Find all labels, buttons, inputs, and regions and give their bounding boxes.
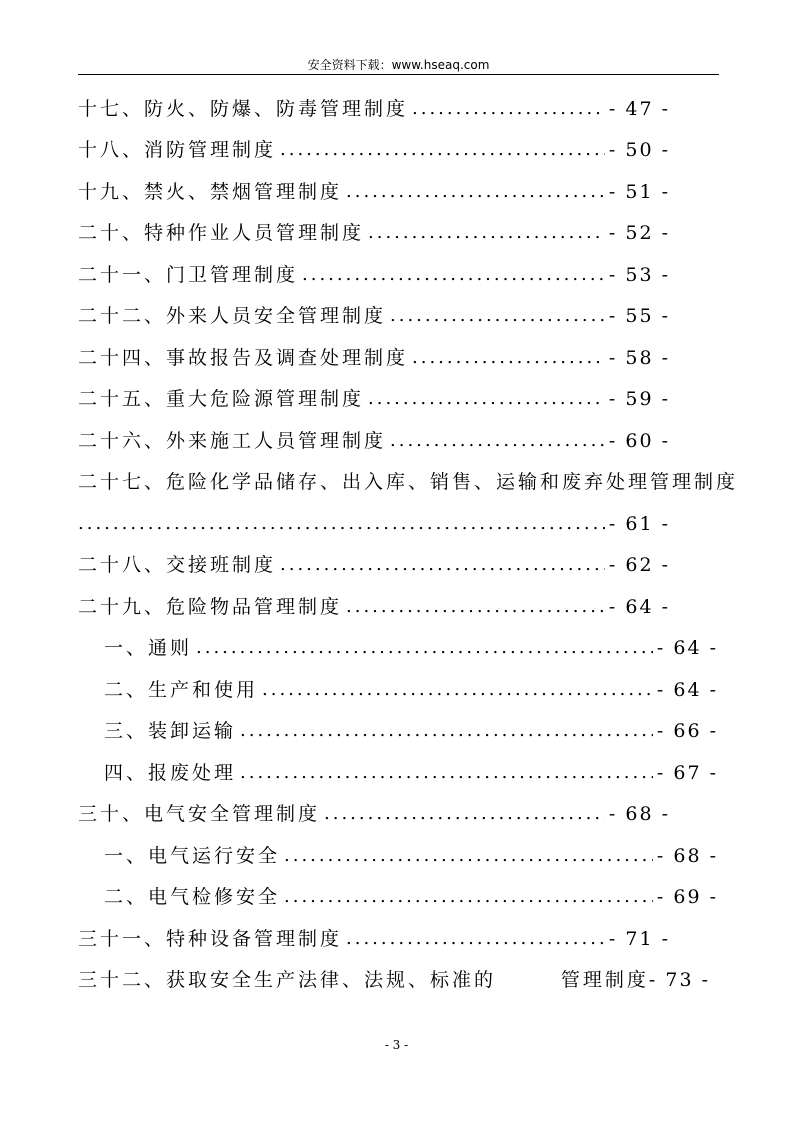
toc-entry-title: 二十四、事故报告及调查处理制度 [78,347,409,369]
page-header: 安全资料下载：www.hseaq.com [307,58,490,72]
toc-entry[interactable] [78,343,670,373]
toc-entry-page: - 47 - [608,98,670,120]
toc-entry-page: - 64 - [656,637,718,659]
toc-entry-title: 一、通则 [104,637,193,659]
toc-entry-page: - 53 - [608,264,670,286]
toc-entry-title: 四、报废处理 [104,762,237,784]
toc-entry[interactable] [78,592,670,622]
toc-entry-title: 一、电气运行安全 [104,845,281,867]
toc-entry-wrapped-leader[interactable] [78,509,670,539]
toc-entry[interactable] [78,94,670,124]
toc-leader [324,799,605,829]
toc-entry-title: 二十一、门卫管理制度 [78,264,299,286]
toc-entry-title: 二、生产和使用 [104,679,259,701]
toc-entry-title: 二十、特种作业人员管理制度 [78,222,365,244]
toc-leader [78,509,605,539]
toc-entry-page: - 68 - [608,803,670,825]
toc-entry-page: - 58 - [608,347,670,369]
toc-entry-title: 三、装卸运输 [104,720,237,742]
toc-leader [240,716,653,746]
toc-entry[interactable] [78,924,670,954]
toc-entry-title: 二十六、外来施工人员管理制度 [78,430,387,452]
toc-entry-title: 二十五、重大危险源管理制度 [78,388,365,410]
toc-entry[interactable] [78,177,670,207]
toc-entry-page: - 66 - [656,720,718,742]
toc-leader [284,841,653,871]
toc-entry[interactable] [78,426,670,456]
toc-entry-page: - 55 - [608,305,670,327]
toc-leader [346,177,605,207]
toc-subentry[interactable] [104,675,718,705]
toc-entry[interactable] [78,965,710,995]
toc-subentry[interactable] [104,758,718,788]
toc-leader [196,633,653,663]
toc-entry-title: 十八、消防管理制度 [78,139,277,161]
toc-leader [346,924,605,954]
toc-leader [240,758,653,788]
toc-entry-page: - 68 - [656,845,718,867]
toc-entry-page: - 71 - [608,928,670,950]
toc-leader [412,343,605,373]
toc-leader [368,218,605,248]
toc-subentry[interactable] [104,633,718,663]
toc-entry-title: 三十、电气安全管理制度 [78,803,321,825]
toc-leader [302,260,605,290]
toc-entry-title: 十九、禁火、禁烟管理制度 [78,181,343,203]
toc-entry-title: 二十二、外来人员安全管理制度 [78,305,387,327]
toc-entry-wrapped-title[interactable] [78,467,739,497]
toc-leader [262,675,653,705]
toc-entry-title: 二十七、危险化学品储存、出入库、销售、运输和废弃处理管理制度 [78,471,739,493]
toc-entry[interactable] [78,218,670,248]
toc-entry[interactable] [78,301,670,331]
toc-leader [412,94,605,124]
toc-leader [280,550,605,580]
toc-entry-page: - 60 - [608,430,670,452]
toc-leader [390,426,605,456]
toc-entry[interactable] [78,384,670,414]
page-footer-number: - 3 - [384,1038,409,1052]
toc-subentry[interactable] [104,882,718,912]
toc-entry-title: 二、电气检修安全 [104,886,281,908]
toc-leader [280,135,605,165]
toc-entry-page: - 64 - [608,596,670,618]
toc-leader [284,882,653,912]
toc-entry-title: 三十二、获取安全生产法律、法规、标准的 [78,969,497,991]
toc-leader [346,592,605,622]
toc-entry[interactable] [78,135,670,165]
toc-entry-title: 二十九、危险物品管理制度 [78,596,343,618]
toc-subentry[interactable] [104,841,718,871]
toc-entry[interactable] [78,799,670,829]
toc-subentry[interactable] [104,716,718,746]
toc-entry-page: - 50 - [608,139,670,161]
toc-leader [368,384,605,414]
toc-entry-title-continued: 管理制度 [560,969,649,991]
toc-entry-page: - 59 - [608,388,670,410]
toc-entry-page: - 52 - [608,222,670,244]
toc-leader [390,301,605,331]
toc-entry[interactable] [78,550,670,580]
toc-entry[interactable] [78,260,670,290]
toc-entry-title: 十七、防火、防爆、防毒管理制度 [78,98,409,120]
toc-entry-title: 三十一、特种设备管理制度 [78,928,343,950]
toc-entry-page: - 69 - [656,886,718,908]
toc-entry-page: - 62 - [608,554,670,576]
toc-entry-page: - 51 - [608,181,670,203]
toc-entry-page: - 67 - [656,762,718,784]
toc-entry-page: - 73 - [648,969,710,991]
toc-entry-page: - 61 - [608,513,670,535]
toc-entry-page: - 64 - [656,679,718,701]
toc-entry-title: 二十八、交接班制度 [78,554,277,576]
